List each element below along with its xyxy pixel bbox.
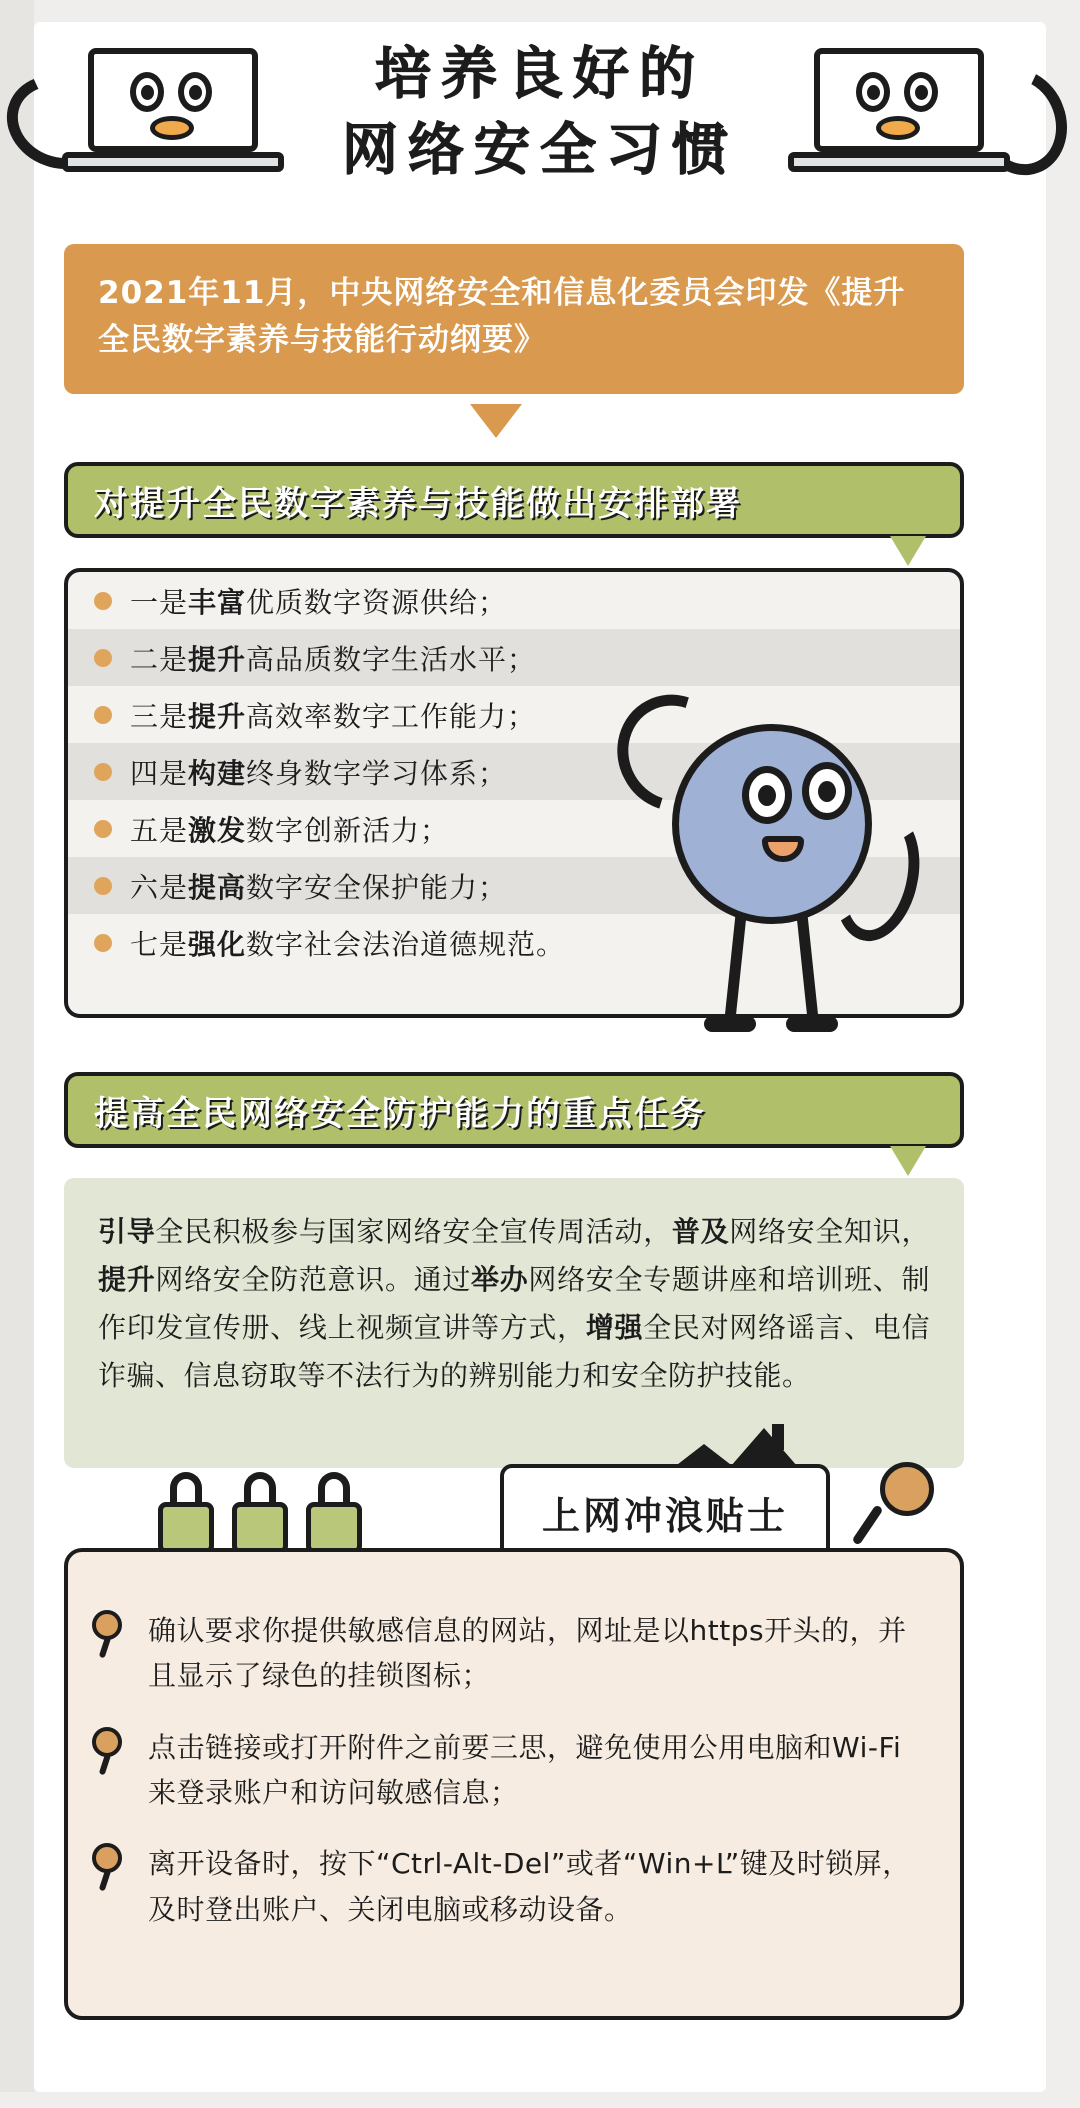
bullet-dot-icon	[94, 934, 112, 952]
eye-icon	[856, 72, 890, 112]
padlock-icon	[158, 1472, 214, 1560]
key-tasks-paragraph-card	[64, 1178, 964, 1468]
padlock-shackle	[244, 1472, 276, 1506]
list-item-prefix: 二是	[130, 642, 189, 676]
padlock-body	[232, 1502, 288, 1554]
list-item-keyword: 强化	[188, 927, 247, 961]
list-item-rest: 终身数字学习体系；	[246, 756, 508, 790]
list-item-rest: 数字安全保护能力；	[246, 870, 508, 904]
list-item	[68, 914, 960, 971]
tips-title-text: 上网冲浪贴士	[541, 1493, 788, 1538]
padlock-icon	[232, 1472, 288, 1560]
bullet-dot-icon	[94, 592, 112, 610]
tips-card	[64, 1548, 964, 2020]
tips-title-tag	[500, 1464, 830, 1560]
section-heading-key-tasks	[64, 1072, 964, 1148]
padlock-body	[158, 1502, 214, 1554]
list-item-prefix: 四是	[130, 756, 189, 790]
key-tasks-paragraph: 引导全民积极参与国家网络安全宣传周活动，普及网络安全知识，提升网络安全防范意识。通过举办网络安全专题讲座和培训班、制作印发宣传册、线上视频宣讲等方式，增强全民对网络谣言、电信诈骗、信息窃取等不法行为的辨别能力和安全防护技能。	[98, 1215, 930, 1393]
list-item-rest: 数字社会法治道德规范。	[246, 927, 566, 961]
tip-item	[148, 1841, 926, 1932]
poster-header	[34, 14, 1046, 214]
title-line-2: 网络安全习惯	[342, 118, 738, 183]
page-bottom-margin	[0, 2092, 1080, 2108]
left-laptop-screen	[88, 48, 258, 152]
eye-icon	[904, 72, 938, 112]
eye-icon	[130, 72, 164, 112]
eye-icon	[178, 72, 212, 112]
title-line-1: 培养良好的	[375, 42, 705, 107]
house-chimney	[772, 1424, 784, 1450]
policy-banner-pointer	[470, 404, 522, 438]
page-right-margin	[1046, 0, 1080, 2108]
beak-icon	[876, 116, 920, 140]
list-item	[68, 857, 960, 914]
section1-heading-pointer	[890, 536, 926, 566]
list-item	[68, 800, 960, 857]
page-left-margin	[0, 0, 34, 2108]
list-item-keyword: 构建	[188, 756, 247, 790]
section-heading-arrangement	[64, 462, 964, 538]
tip-item	[148, 1725, 926, 1816]
right-laptop-mascot-icon	[788, 42, 1018, 192]
bullet-dot-icon	[94, 706, 112, 724]
list-item-rest: 高品质数字生活水平；	[246, 642, 537, 676]
page-title	[260, 40, 820, 186]
padlock-body	[306, 1502, 362, 1554]
list-item	[68, 686, 960, 743]
push-pin-icon	[92, 1843, 122, 1873]
beak-icon	[150, 116, 194, 140]
list-item	[68, 743, 960, 800]
list-item-rest: 数字创新活力；	[246, 813, 450, 847]
list-item-prefix: 三是	[130, 699, 189, 733]
bullet-dot-icon	[94, 763, 112, 781]
bullet-dot-icon	[94, 649, 112, 667]
list-item-keyword: 激发	[188, 813, 247, 847]
section1-heading-text: 对提升全民数字素养与技能做出安排部署	[94, 483, 742, 524]
push-pin-icon	[92, 1727, 122, 1757]
policy-banner-text: 2021年11月，中央网络安全和信息化委员会印发《提升全民数字素养与技能行动纲要》	[98, 275, 906, 359]
list-item-prefix: 五是	[130, 813, 189, 847]
list-item	[68, 572, 960, 629]
list-item-keyword: 提升	[188, 699, 247, 733]
arrangement-list	[64, 568, 964, 1018]
tip-text: 离开设备时，按下“Ctrl-Alt-Del”或者“Win+L”键及时锁屏，及时登出账户、关闭电脑或移动设备。	[148, 1847, 911, 1926]
right-laptop-base	[788, 152, 1010, 172]
list-item	[68, 629, 960, 686]
list-item-prefix: 六是	[130, 870, 189, 904]
policy-banner	[64, 244, 964, 394]
section2-heading-text: 提高全民网络安全防护能力的重点任务	[94, 1093, 706, 1134]
tip-item	[148, 1608, 926, 1699]
tip-text: 点击链接或打开附件之前要三思，避免使用公用电脑和Wi-Fi来登录账户和访问敏感信息；	[148, 1730, 902, 1810]
bullet-dot-icon	[94, 820, 112, 838]
list-item-keyword: 丰富	[188, 585, 247, 619]
list-item-rest: 优质数字资源供给；	[246, 585, 508, 619]
padlock-icon	[306, 1472, 362, 1560]
list-item-prefix: 七是	[130, 927, 189, 961]
left-laptop-base	[62, 152, 284, 172]
list-item-keyword: 提高	[188, 870, 247, 904]
tip-text: 确认要求你提供敏感信息的网站，网址是以https开头的，并且显示了绿色的挂锁图标；	[148, 1614, 907, 1693]
right-laptop-screen	[814, 48, 984, 152]
push-pin-icon	[92, 1610, 122, 1640]
section2-heading-pointer	[890, 1146, 926, 1176]
list-item-rest: 高效率数字工作能力；	[246, 699, 537, 733]
padlock-shackle	[318, 1472, 350, 1506]
push-pin-icon	[880, 1462, 934, 1516]
list-item-prefix: 一是	[130, 585, 189, 619]
left-laptop-mascot-icon	[62, 42, 292, 192]
bullet-dot-icon	[94, 877, 112, 895]
list-item-keyword: 提升	[188, 642, 247, 676]
padlock-shackle	[170, 1472, 202, 1506]
